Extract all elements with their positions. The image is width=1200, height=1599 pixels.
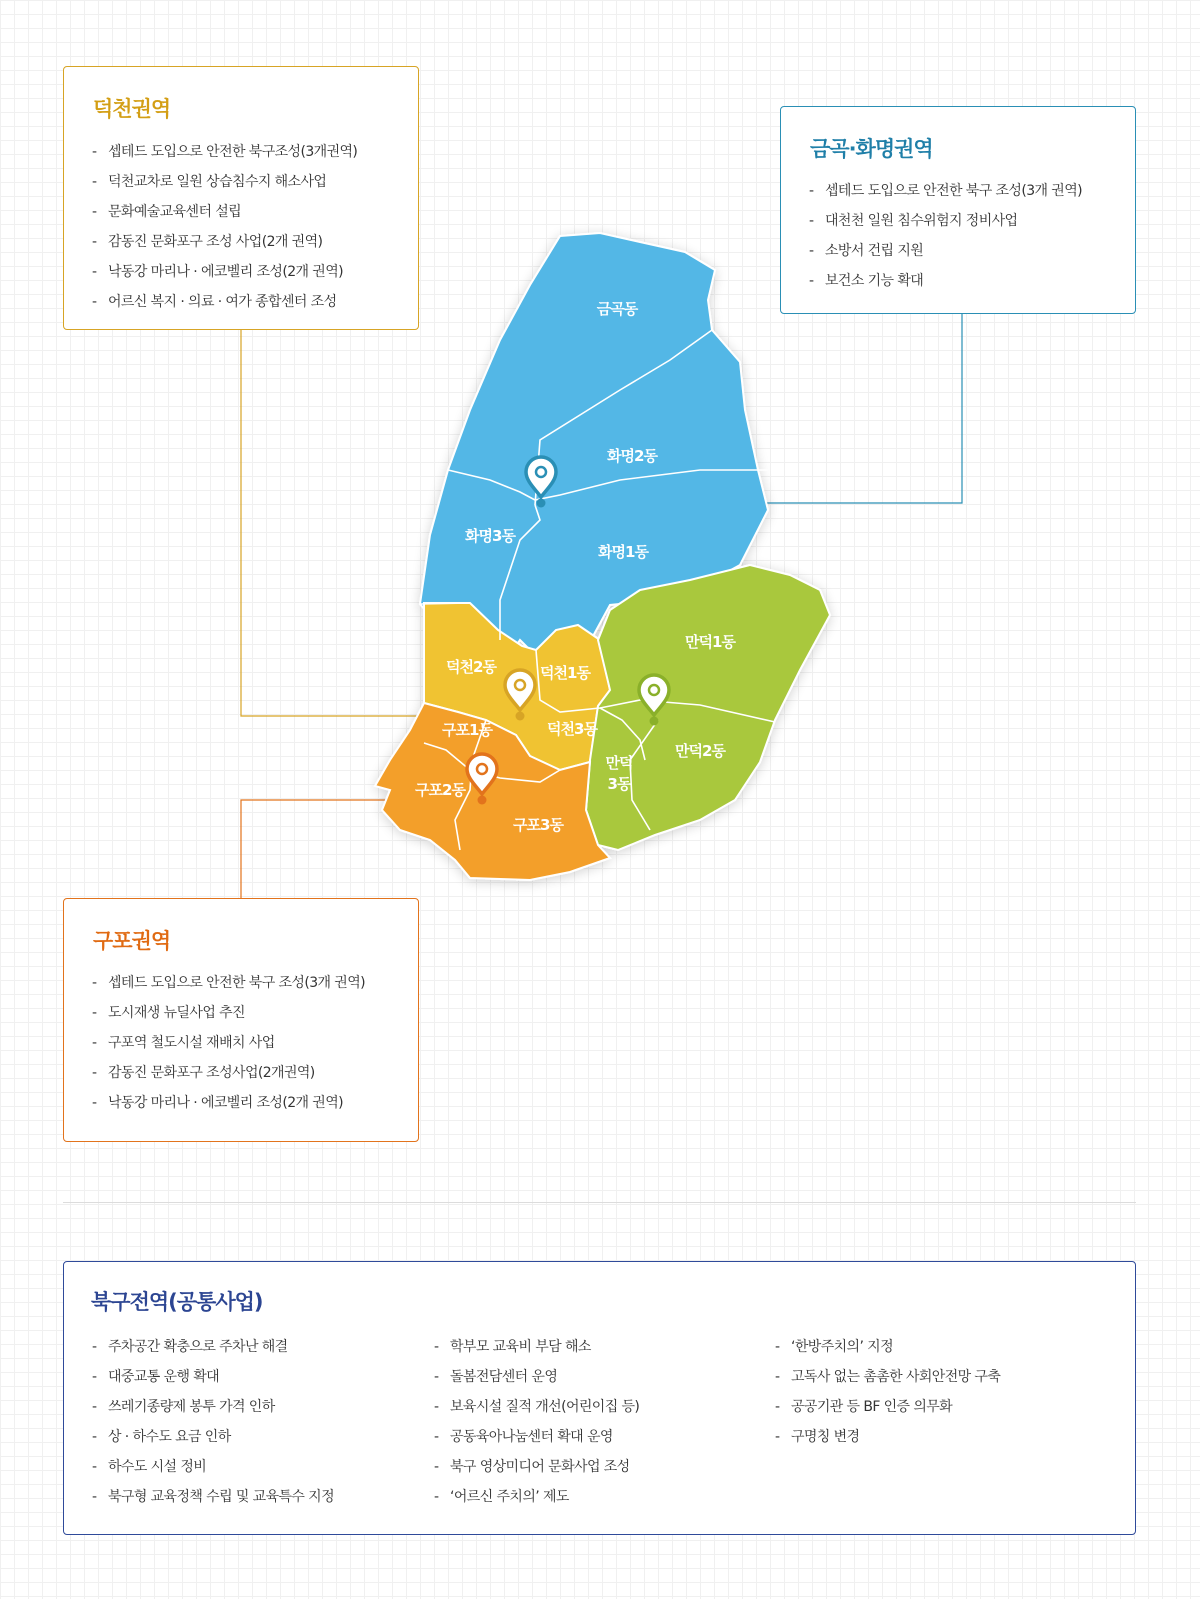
label-mandeok2: 만덕2동 <box>675 742 725 760</box>
label-mandeok1: 만덕1동 <box>685 633 735 651</box>
gupo-area-box <box>63 898 419 1142</box>
list-item: - 대중교통 운행 확대 <box>92 1362 334 1392</box>
deokcheon-area-box <box>63 66 419 330</box>
common-projects-column-2 <box>434 1332 639 1512</box>
list-item: - 셉테드 도입으로 안전한 북구조성(3개권역) <box>92 137 357 167</box>
list-item: - 하수도 시설 정비 <box>92 1452 334 1482</box>
common-projects-column-3 <box>775 1332 1000 1452</box>
label-mandeok3-line1: 만덕 <box>605 754 633 772</box>
label-gupo2: 구포2동 <box>415 781 465 799</box>
geumgok-hwamyeong-area-list <box>809 176 1082 296</box>
list-item: - 문화예술교육센터 설립 <box>92 197 357 227</box>
common-projects-box <box>63 1261 1136 1535</box>
list-item: - 도시재생 뉴딜사업 추진 <box>92 998 365 1028</box>
geumgok-hwamyeong-area-title: 금곡·화명권역 <box>810 137 933 161</box>
geumgok-hwamyeong-area-box <box>780 106 1136 314</box>
gupo-area-list <box>92 968 365 1118</box>
list-item: - 공동육아나눔센터 확대 운영 <box>434 1422 639 1452</box>
deokcheon-area-title: 덕천권역 <box>93 97 171 121</box>
list-item: - 돌봄전담센터 운영 <box>434 1362 639 1392</box>
list-item: - 고독사 없는 촘촘한 사회안전망 구축 <box>775 1362 1000 1392</box>
label-hwamyeong1: 화명1동 <box>598 543 648 561</box>
list-item: - 북구형 교육정책 수립 및 교육특수 지정 <box>92 1482 334 1512</box>
label-mandeok3-line2: 3동 <box>607 775 631 793</box>
list-item: - 주차공간 확충으로 주차난 해결 <box>92 1332 334 1362</box>
label-hwamyeong3: 화명3동 <box>465 527 515 545</box>
list-item: - 셉테드 도입으로 안전한 북구 조성(3개 권역) <box>92 968 365 998</box>
list-item: - 학부모 교육비 부담 해소 <box>434 1332 639 1362</box>
list-item: - 구명칭 변경 <box>775 1422 1000 1452</box>
list-item: - 보건소 기능 확대 <box>809 266 1082 296</box>
list-item: - ‘어르신 주치의’ 제도 <box>434 1482 639 1512</box>
label-gupo1: 구포1동 <box>442 721 492 739</box>
label-geumgok: 금곡동 <box>596 300 638 318</box>
list-item: - 보육시설 질적 개선(어린이집 등) <box>434 1392 639 1422</box>
label-gupo3: 구포3동 <box>513 816 563 834</box>
common-projects-title: 북구전역(공통사업) <box>91 1290 263 1314</box>
common-projects-column-1 <box>92 1332 334 1512</box>
list-item: - 북구 영상미디어 문화사업 조성 <box>434 1452 639 1482</box>
list-item: - 공공기관 등 BF 인증 의무화 <box>775 1392 1000 1422</box>
list-item: - ‘한방주치의’ 지정 <box>775 1332 1000 1362</box>
list-item: - 소방서 건립 지원 <box>809 236 1082 266</box>
list-item: - 덕천교차로 일원 상습침수지 해소사업 <box>92 167 357 197</box>
list-item: - 셉테드 도입으로 안전한 북구 조성(3개 권역) <box>809 176 1082 206</box>
list-item: - 상 · 하수도 요금 인하 <box>92 1422 334 1452</box>
list-item: - 구포역 철도시설 재배치 사업 <box>92 1028 365 1058</box>
label-deokcheon3: 덕천3동 <box>547 720 597 738</box>
list-item: - 감동진 문화포구 조성 사업(2개 권역) <box>92 227 357 257</box>
list-item: - 감동진 문화포구 조성사업(2개권역) <box>92 1058 365 1088</box>
deokcheon-area-list <box>92 137 357 317</box>
list-item: - 대천천 일원 침수위험지 정비사업 <box>809 206 1082 236</box>
label-deokcheon2: 덕천2동 <box>446 658 496 676</box>
list-item: - 낙동강 마리나 · 에코벨리 조성(2개 권역) <box>92 1088 365 1118</box>
section-divider <box>63 1202 1136 1203</box>
gupo-area-title: 구포권역 <box>93 929 171 953</box>
list-item: - 낙동강 마리나 · 에코벨리 조성(2개 권역) <box>92 257 357 287</box>
list-item: - 어르신 복지 · 의료 · 여가 종합센터 조성 <box>92 287 357 317</box>
list-item: - 쓰레기종량제 봉투 가격 인하 <box>92 1392 334 1422</box>
label-hwamyeong2: 화명2동 <box>607 447 657 465</box>
label-deokcheon1: 덕천1동 <box>540 664 590 682</box>
